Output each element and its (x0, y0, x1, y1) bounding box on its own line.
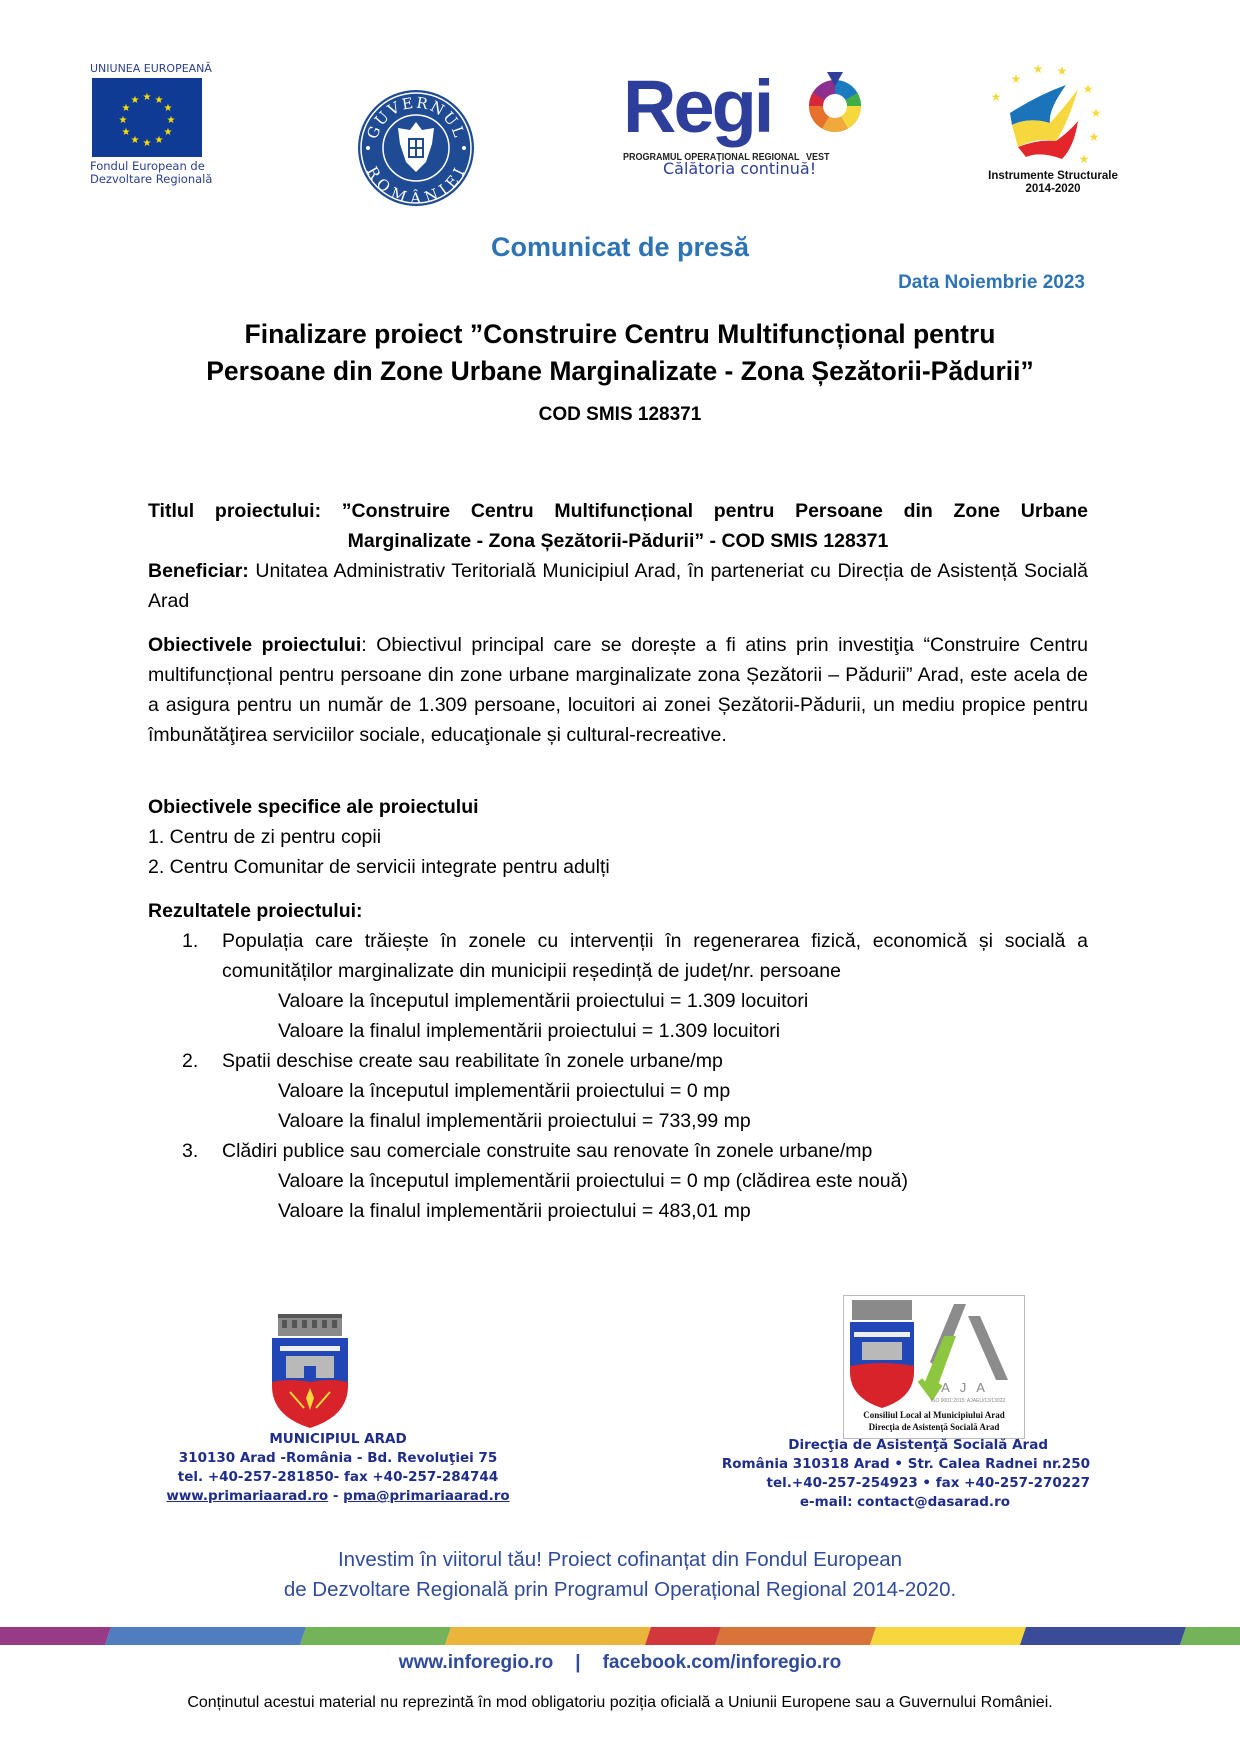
stripe-segment (300, 1627, 451, 1645)
stripe-segment (445, 1627, 651, 1645)
inforegio-facebook-link[interactable]: facebook.com/inforegio.ro (602, 1652, 842, 1673)
svg-text:PROGRAMUL OPERAȚIONAL REGIONAL: PROGRAMUL OPERAȚIONAL REGIONAL (623, 151, 800, 164)
result-end-value: Valoare la finalul implementării proiectului = 483,01 mp (278, 1200, 751, 1222)
svg-text:VEST: VEST (806, 151, 830, 164)
result-end-value: Valoare la finalul implementării proiectului = 733,99 mp (278, 1110, 751, 1132)
eu-logo-title: UNIUNEA EUROPEANĂ (90, 62, 212, 75)
stripe-segment (1020, 1627, 1186, 1645)
eu-flag-icon (92, 78, 202, 157)
stripe-segment (715, 1627, 876, 1645)
svg-text:★: ★ (1078, 152, 1090, 166)
arad-website-link[interactable]: www.primariaarad.ro (166, 1488, 329, 1504)
result-number: 1. (182, 930, 199, 952)
svg-text:Instrumente Structurale: Instrumente Structurale (988, 170, 1118, 182)
svg-text:★: ★ (118, 115, 128, 126)
objectives-paragraph (148, 630, 1088, 750)
color-stripe-divider (0, 1627, 1240, 1645)
specific-objective-item: 2. Centru Comunitar de servicii integrate pentru adulți (148, 856, 610, 878)
press-release-label: Comunicat de presă (490, 232, 750, 262)
arad-link-separator: - (328, 1488, 344, 1504)
results-heading: Rezultatele proiectului: (148, 900, 363, 922)
inforegio-website-link[interactable]: www.inforegio.ro (398, 1652, 554, 1673)
beneficiary-text: Unitatea Administrativ Teritorială Municipiul Arad, în parteneriat cu Direcția de Asistență Socială Arad (148, 560, 1088, 612)
svg-text:★: ★ (166, 115, 176, 126)
stripe-segment (105, 1627, 306, 1645)
coat-of-arms-icon (270, 1312, 350, 1430)
das-logo-icon (844, 1296, 1024, 1438)
page-title (0, 316, 1240, 390)
title-line-2: Persoane din Zone Urbane Marginalizate - Zona Șezătorii-Pădurii” (206, 356, 1034, 386)
result-item (148, 1136, 1088, 1166)
footer-links (0, 1652, 1240, 1674)
footer-link-separator: | (575, 1652, 581, 1673)
svg-text:★: ★ (121, 103, 131, 114)
svg-text:Călătoria continuă!: Călătoria continuă! (663, 159, 817, 178)
arad-email-link[interactable]: pma@primariaarad.ro (343, 1488, 510, 1504)
das-phone: tel.+40-257-254923 • fax +40-257-270227 (766, 1475, 1090, 1491)
stripe-segment (645, 1627, 721, 1645)
specific-objectives-heading: Obiectivele specifice ale proiectului (148, 796, 479, 818)
svg-text:GUVERNUL: GUVERNUL (363, 93, 469, 142)
svg-text:★: ★ (1082, 82, 1094, 96)
objectives-text: : Obiectivul principal care se dorește a fi atins prin investiţia “Construire Centru multifuncțional pentru persoane din zone urbane marginalizate zona Șezătorii – Pădurii” Arad, este acela de a asigura pentru un număr de 1.309 persoane, locuitori ai zonei Șezătorii-Pădurii, un mediu propice pentru îmbunătăţirea serviciilor sociale, educaţionale și cultural-recreative. (148, 634, 1088, 746)
svg-text:★: ★ (154, 135, 164, 146)
arad-name: MUNICIPIUL ARAD (269, 1431, 407, 1447)
svg-text:★: ★ (1032, 62, 1044, 76)
svg-text:★: ★ (1056, 64, 1068, 78)
project-title-text-1: ”Construire Centru Multifuncțional pentru Persoane din Zone Urbane (341, 500, 1088, 522)
svg-text:★: ★ (142, 138, 152, 149)
svg-text:Direcţia de Asistenţă Socială: Direcţia de Asistenţă Socială Arad (868, 1422, 1000, 1432)
cofinancing-line-1: Investim în viitorul tău! Proiect cofinanțat din Fondul European (337, 1548, 903, 1571)
result-item (148, 926, 1088, 986)
result-item (148, 1046, 1088, 1076)
svg-text:★: ★ (142, 92, 152, 103)
svg-text:★: ★ (1010, 72, 1022, 86)
project-title-section (148, 496, 1088, 556)
result-end-value: Valoare la finalul implementării proiectului = 1.309 locuitori (278, 1020, 781, 1042)
arad-coat-of-arms (270, 1312, 350, 1430)
svg-text:★: ★ (154, 95, 164, 106)
regio-color-wheel-icon (809, 72, 861, 132)
beneficiary-label: Beneficiar: (148, 560, 249, 582)
svg-text:Regi: Regi (623, 70, 772, 148)
instrumente-structurale-logo (978, 55, 1128, 195)
release-date: Data Noiembrie 2023 (898, 272, 1085, 293)
stripe-segment (0, 1627, 111, 1645)
svg-text:★: ★ (1088, 130, 1100, 144)
das-email[interactable]: e-mail: contact@dasarad.ro (799, 1494, 1010, 1510)
svg-text:2014-2020: 2014-2020 (1025, 183, 1081, 195)
results-section (148, 896, 1088, 1226)
structural-instruments-emblem-icon (978, 55, 1128, 195)
project-title-line-1 (148, 496, 1088, 526)
svg-text:Consiliul Local al Municipiulu: Consiliul Local al Municipiului Arad (863, 1410, 1005, 1420)
svg-text:★: ★ (130, 135, 140, 146)
das-address: România 310318 Arad • Str. Calea Radnei nr.250 (721, 1456, 1090, 1472)
stripe-segment (870, 1627, 1026, 1645)
svg-text:★: ★ (990, 90, 1002, 104)
svg-text:★: ★ (163, 103, 173, 114)
title-line-1: Finalizare proiect ”Construire Centru Multifuncțional pentru (244, 319, 996, 349)
regio-logo (623, 70, 883, 180)
das-name: Direcţia de Asistenţă Socială Arad (788, 1437, 1048, 1453)
result-text: Clădiri publice sau comerciale construite sau renovate în zonele urbane/mp (222, 1140, 873, 1162)
result-start-value: Valoare la începutul implementării proiectului = 1.309 locuitori (278, 990, 809, 1012)
disclaimer: Conținutul acestui material nu reprezintă în mod obligatoriu poziția oficială a Uniunii Europene sau a Guvernului României. (187, 1694, 1053, 1711)
government-seal-icon (356, 88, 476, 208)
eu-logo (90, 62, 220, 186)
smis-code: COD SMIS 128371 (538, 404, 702, 425)
specific-objectives-section (148, 792, 1088, 882)
specific-objective-item: 1. Centru de zi pentru copii (148, 826, 382, 848)
arad-links (148, 1487, 528, 1506)
project-title-label: Titlul proiectului: (148, 500, 322, 522)
result-text: Populația care trăiește în zonele cu intervenții în regenerarea fizică, economică și socială a comunităților marginalizate din municipii reședință de județ/nr. persoane (222, 930, 1088, 982)
aja-label: AJA (941, 1380, 995, 1395)
objectives-label: Obiectivele proiectului (148, 634, 362, 656)
result-start-value: Valoare la începutul implementării proiectului = 0 mp (278, 1080, 731, 1102)
result-text: Spatii deschise create sau reabilitate în zonele urbane/mp (222, 1050, 723, 1072)
das-arad-logo (843, 1295, 1025, 1439)
romanian-government-logo (356, 88, 476, 208)
das-arad-contact (680, 1436, 1090, 1512)
result-number: 2. (182, 1050, 199, 1072)
arad-municipality-contact (148, 1430, 528, 1506)
svg-text:★: ★ (121, 127, 131, 138)
cofinancing-statement (0, 1545, 1240, 1605)
arad-phone: tel. +40-257-281850- fax +40-257-284744 (177, 1469, 499, 1485)
svg-text:ROMÂNIEI: ROMÂNIEI (362, 163, 470, 208)
arad-address: 310130 Arad -România - Bd. Revoluţiei 75 (178, 1450, 498, 1466)
eu-logo-subtitle-2: Dezvoltare Regională (90, 172, 213, 186)
svg-text:★: ★ (1090, 106, 1102, 120)
regio-wordmark-icon (623, 70, 883, 180)
beneficiary-paragraph (148, 556, 1088, 616)
eu-stars-icon (92, 78, 202, 157)
svg-text:★: ★ (163, 127, 173, 138)
result-number: 3. (182, 1140, 199, 1162)
stripe-segment (1180, 1627, 1240, 1645)
project-title-line-2: Marginalizate - Zona Șezătorii-Pădurii” - COD SMIS 128371 (347, 530, 889, 552)
svg-text:ISO 9001:2015: AJAEU/13/13022: ISO 9001:2015: AJAEU/13/13022 (930, 1398, 1006, 1404)
cofinancing-line-2: de Dezvoltare Regională prin Programul Operațional Regional 2014-2020. (283, 1578, 957, 1601)
eu-logo-subtitle-1: Fondul European de (90, 159, 205, 173)
result-start-value: Valoare la începutul implementării proiectului = 0 mp (clădirea este nouă) (278, 1170, 908, 1192)
svg-text:★: ★ (130, 95, 140, 106)
